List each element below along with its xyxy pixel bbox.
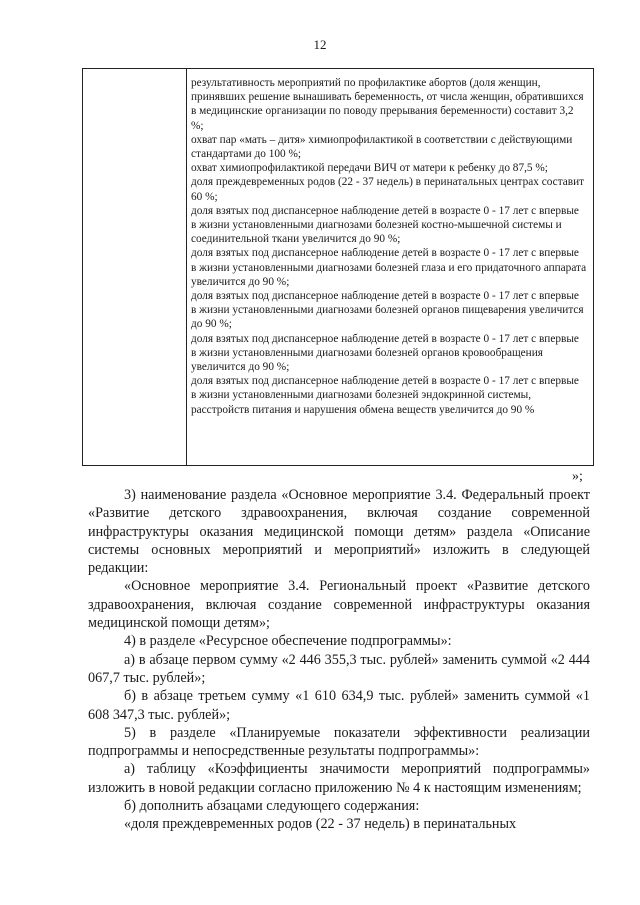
table-item: доля преждевременных родов (22 - 37 недель) в перинатальных центрах составит 60 %; <box>191 176 585 203</box>
table-right-cell <box>187 69 593 465</box>
table-item: доля взятых под диспансерное наблюдение детей в возрасте 0 - 17 лет с впервые в жизни установленными диагнозами болезней органов пищеварения увеличится до 90 %; <box>191 290 584 331</box>
table-item: охват химиопрофилактикой передачи ВИЧ от матери к ребенку до 87,5 %; <box>191 162 548 175</box>
paragraph: «доля преждевременных родов (22 - 37 недель) в перинатальных <box>124 816 517 833</box>
paragraph: а) таблицу «Коэффициенты значимости мероприятий подпрограммы» изложить в новой редакции согласно приложению № 4 к настоящим изменениям; <box>88 761 590 796</box>
table-item: доля взятых под диспансерное наблюдение детей в возрасте 0 - 17 лет с впервые в жизни установленными диагнозами болезней органов кровообращения увеличится до 90 %; <box>191 332 579 374</box>
paragraph: а) в абзаце первом сумму «2 446 355,3 тыс. рублей» заменить суммой «2 444 067,7 тыс. рублей»; <box>88 651 590 686</box>
table-left-cell <box>83 69 187 465</box>
table-item: результативность мероприятий по профилактике абортов (доля женщин, принявших решение вынашивать беременность, от числа женщин, обратившихся в медицинские организации по поводу прерывания беременности) составит 3,2 %; <box>191 77 584 132</box>
table-item: охват пар «мать – дитя» химиопрофилактикой в соответствии с действующими стандартами до 100 %; <box>191 133 573 161</box>
table-item: доля взятых под диспансерное наблюдение детей в возрасте 0 - 17 лет с впервые в жизни установленными диагнозами болезней эндокринной системы, расстройств питания и нарушения обмена веществ увеличится до 90 % <box>191 375 579 416</box>
paragraph: «Основное мероприятие 3.4. Региональный проект «Развитие детского здравоохранения, включая создание современной инфраструктуры оказания медицинской помощи детям»; <box>88 578 590 632</box>
paragraph: б) дополнить абзацами следующего содержания: <box>124 798 420 815</box>
page-number: 12 <box>313 37 327 52</box>
paragraph: 3) наименование раздела «Основное мероприятие 3.4. Федеральный проект «Развитие детского здравоохранения, включая создание современной инфраструктуры оказания медицинской помощи детям» раздела «Описание системы основных мероприятий и мероприятий» изложить в следующей редакции: <box>88 487 590 577</box>
paragraph: 4) в разделе «Ресурсное обеспечение подпрограммы»: <box>124 633 452 650</box>
paragraph: б) в абзаце третьем сумму «1 610 634,9 тыс. рублей» заменить суммой «1 608 347,3 тыс. рублей»; <box>88 688 590 723</box>
body-text <box>88 486 590 834</box>
closing-quote: »; <box>572 469 583 484</box>
paragraph: 5) в разделе «Планируемые показатели эффективности реализации подпрограммы и непосредственные результаты подпрограммы»: <box>88 724 590 760</box>
table-item: доля взятых под диспансерное наблюдение детей в возрасте 0 - 17 лет с впервые в жизни установленными диагнозами болезней костно-мышечной системы и соединительной ткани увеличится до 90 %; <box>191 204 579 246</box>
results-table <box>82 68 594 466</box>
table-item: доля взятых под диспансерное наблюдение детей в возрасте 0 - 17 лет с впервые в жизни установленными диагнозами болезней глаза и его придаточного аппарата увеличится до 90 %; <box>191 247 587 288</box>
